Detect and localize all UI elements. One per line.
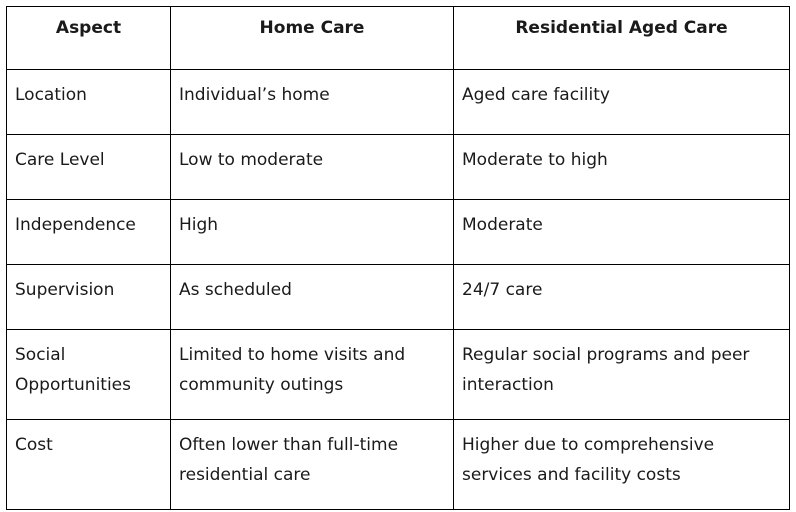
- aspect-cell: Independence: [7, 200, 171, 265]
- comparison-table: [6, 6, 790, 510]
- home-care-cell: High: [171, 200, 454, 265]
- residential-care-cell: Regular social programs and peer interaction: [454, 330, 790, 420]
- aspect-cell: Location: [7, 70, 171, 135]
- aspect-cell: Cost: [7, 420, 171, 510]
- home-care-cell: Limited to home visits and community outings: [171, 330, 454, 420]
- residential-care-cell: Higher due to comprehensive services and facility costs: [454, 420, 790, 510]
- header-aspect: Aspect: [7, 7, 171, 70]
- aspect-cell: Care Level: [7, 135, 171, 200]
- residential-care-cell: 24/7 care: [454, 265, 790, 330]
- table-row: [7, 330, 790, 420]
- residential-care-cell: Moderate to high: [454, 135, 790, 200]
- home-care-cell: Individual’s home: [171, 70, 454, 135]
- table-row: [7, 135, 790, 200]
- header-residential-aged-care: Residential Aged Care: [454, 7, 790, 70]
- table-row: [7, 420, 790, 510]
- home-care-cell: Often lower than full-time residential care: [171, 420, 454, 510]
- aspect-cell: Social Opportunities: [7, 330, 171, 420]
- aspect-cell: Supervision: [7, 265, 171, 330]
- table-row: [7, 265, 790, 330]
- table-row: [7, 70, 790, 135]
- header-home-care: Home Care: [171, 7, 454, 70]
- header-row: [7, 7, 790, 70]
- residential-care-cell: Moderate: [454, 200, 790, 265]
- home-care-cell: As scheduled: [171, 265, 454, 330]
- residential-care-cell: Aged care facility: [454, 70, 790, 135]
- home-care-cell: Low to moderate: [171, 135, 454, 200]
- table-row: [7, 200, 790, 265]
